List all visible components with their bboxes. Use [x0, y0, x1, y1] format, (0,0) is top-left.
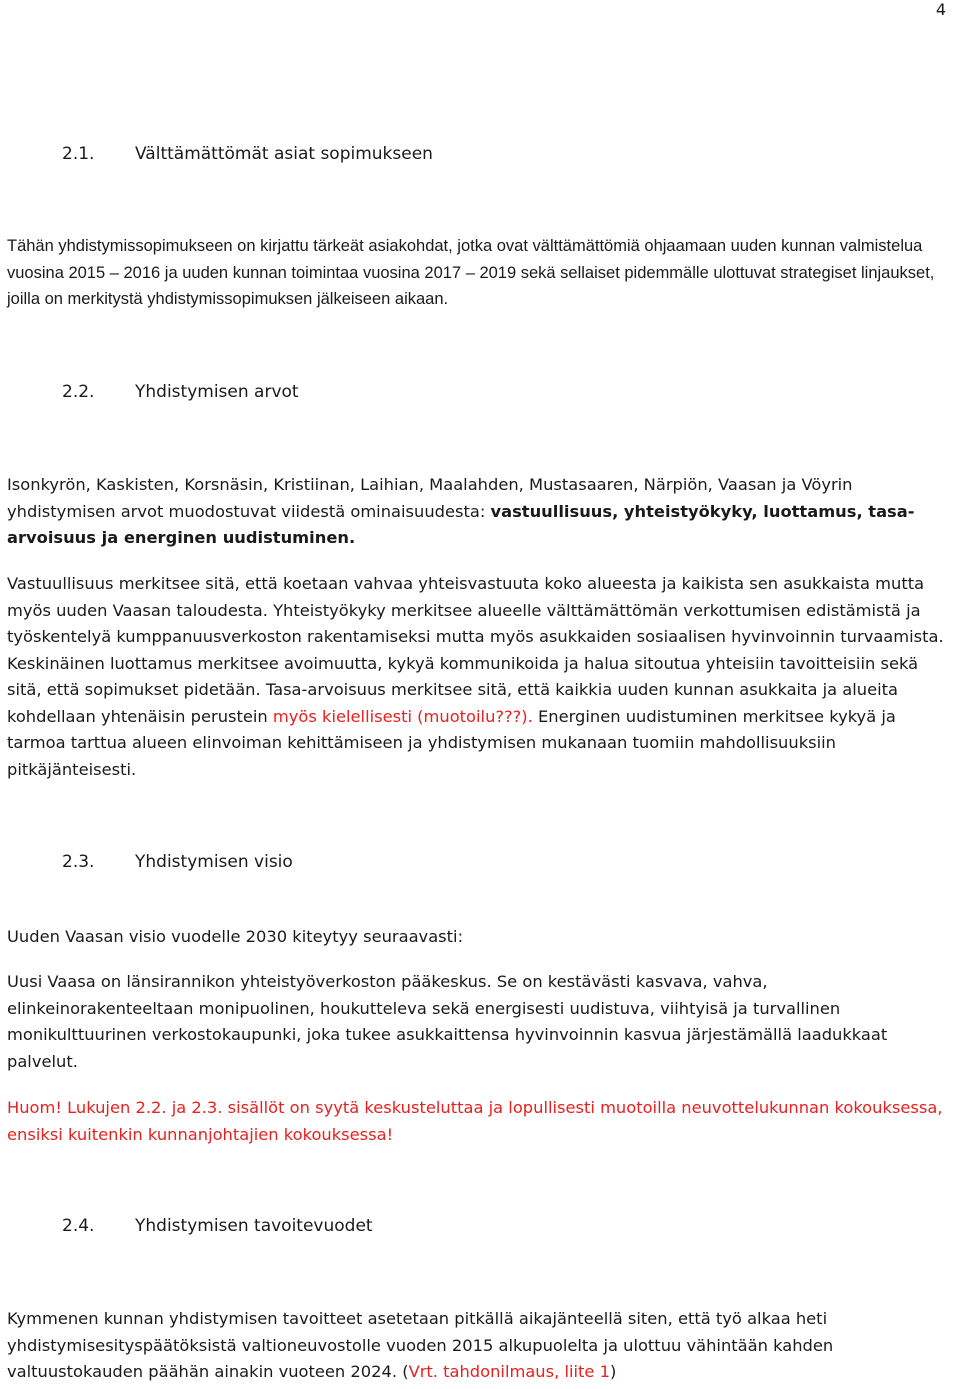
section-heading-2-2: [62, 381, 299, 403]
section-heading-2-1: [62, 143, 433, 165]
section-number: 2.2.: [62, 382, 95, 402]
section-heading-2-4: [62, 1215, 373, 1237]
paragraph-values-detail: [7, 571, 957, 783]
section-heading-2-3: [62, 851, 293, 873]
reference-link[interactable]: Vrt. tahdonilmaus, liite 1: [408, 1362, 610, 1381]
paragraph-target-years: [7, 1306, 957, 1386]
section-title: Yhdistymisen visio: [135, 852, 293, 872]
section-number: 2.4.: [62, 1216, 95, 1236]
paren-close: ): [609, 1362, 617, 1381]
red-note: Huom! Lukujen 2.2. ja 2.3. sisällöt on syytä keskusteluttaa ja lopullisesti muotoilla neuvottelukunnan kokouksessa, ensiksi kuitenkin kunnanjohtajien kokouksessa!: [7, 1098, 943, 1144]
paragraph-2-1: Tähän yhdistymissopimukseen on kirjattu tärkeät asiakohdat, jotka ovat välttämättömiä ohjaamaan uuden kunnan valmistelua vuosina 2015 – 2016 ja uuden kunnan toimintaa vuosina 2017 – 2019 sekä sellaiset pidemmälle ulottuvat strategiset linjaukset, joilla on merkitystä yhdistymissopimuksen jälkeiseen aikaan.: [7, 237, 935, 308]
vision-intro: Uuden Vaasan visio vuodelle 2030 kiteytyy seuraavasti:: [7, 927, 464, 946]
paragraph-values-intro: [7, 472, 957, 552]
paren-open: (: [402, 1362, 409, 1381]
values-detail-text-end: Energinen uudistuminen merkitsee kykyä ja tarmoa tarttua alueen elinvoiman kehittämiseen ja yhdistymisen mukanaan tuomiin mahdollisuuksiin pitkäjänteisesti.: [7, 706, 896, 779]
section-title: Välttämättömät asiat sopimukseen: [135, 144, 433, 164]
section-title: Yhdistymisen arvot: [135, 382, 299, 402]
page-number: 4: [935, 0, 946, 19]
section-number: 2.3.: [62, 852, 95, 872]
vision-statement: Uusi Vaasa on länsirannikon yhteistyöverkoston pääkeskus. Se on kestävästi kasvava, vahva, elinkeinorakenteeltaan monipuolinen, houkutteleva sekä energisesti uudistuva, viihtyisä ja turvallinen monikulttuurinen verkostokaupunki, joka tukee asukkaittensa hyvinvoinnin kasvua järjestämällä laadukkaat palvelut.: [7, 972, 888, 1071]
target-years-text: Kymmenen kunnan yhdistymisen tavoitteet asetetaan pitkällä aikajänteellä siten, että työ alkaa heti yhdistymisesityspäätöksistä valtioneuvostolle vuoden 2015 alkupuolelta ja ulottuu vähintään kahden valtuustokauden päähän ainakin vuoteen 2024.: [7, 1309, 834, 1381]
section-number: 2.1.: [62, 144, 95, 164]
values-list: vastuullisuus, yhteistyökyky, luottamus, tasa-arvoisuus ja energinen uudistuminen.: [7, 501, 915, 547]
values-intro-text: Isonkyrön, Kaskisten, Korsnäsin, Kristiinan, Laihian, Maalahden, Mustasaaren, Närpiön, Vaasan ja Vöyrin yhdistymisen arvot muodostuvat viidestä ominaisuudesta:: [7, 475, 853, 521]
section-title: Yhdistymisen tavoitevuodet: [135, 1216, 373, 1236]
editor-note-red: myös kielellisesti (muotoilu???).: [272, 706, 533, 726]
values-detail-text: Vastuullisuus merkitsee sitä, että koetaan vahvaa yhteisvastuuta koko alueesta ja kaikista sen asukkaista mutta myös uuden Vaasan taloudesta. Yhteistyökyky merkitsee alueelle välttämättömän verkottumisen edistämistä ja työskentelyä kumppanuusverkoston rakentamiseksi mutta myös asukkaiden sosiaalisen hyvinvoinnin turvaamista. Keskinäinen luottamus merkitsee avoimuutta, kykyä kommunikoida ja halua sitoutua yhteisiin tavoitteisiin sekä sitä, että sopimukset pidetään. Tasa-arvoisuus merkitsee sitä, että kaikkia uuden kunnan asukkaita ja alueita kohdellaan yhtenäisin perustein: [7, 574, 944, 726]
